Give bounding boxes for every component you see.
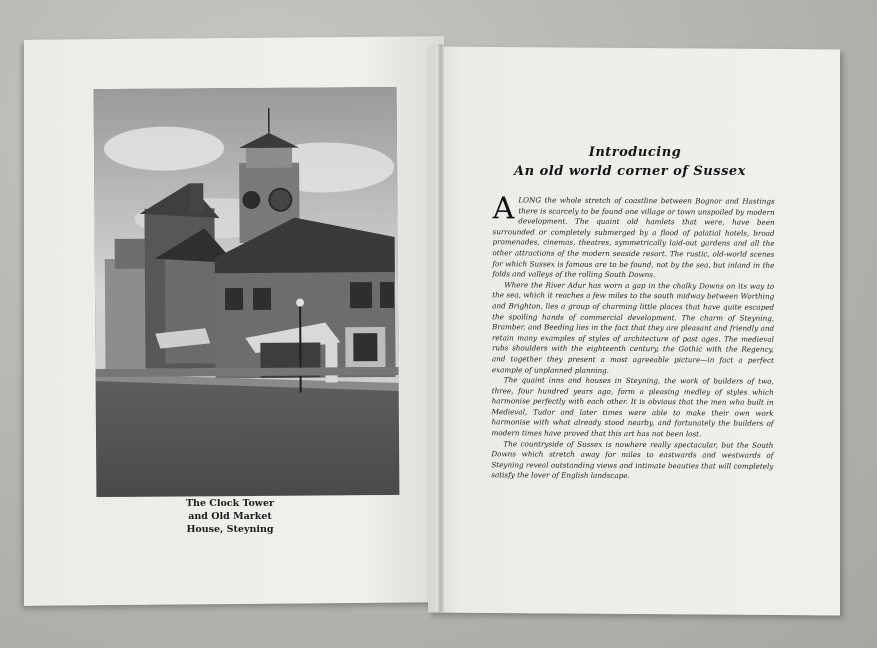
paragraph-2: Where the River Adur has worn a gap in the chalky Downs on its way to the sea, which it reaches a few miles to the south midway between Worthing and Brighton, lies a group of charming little places that have quite escaped the spoiling hands of commercial development. The charm of Steyning, Bramber, and Beeding lies in the fact that they are pleasant and friendly and retain many examples of styles of architecture of past ages. The medieval rubs shoulders with the eighteenth century, the Gothic with the Regency, and together they present a most agreeable picture—in fact a perfect example of unplanned planning.: [491, 280, 775, 375]
booklet-spine: [438, 44, 444, 612]
photo-caption: [150, 497, 310, 536]
clock-tower-photo: [94, 87, 400, 497]
photographer-signature-mark: ~: [340, 484, 347, 493]
paragraph-1-text: LONG the whole stretch of coastline between Bognor and Hastings there is scarcely to be found one village or town unspoiled by modern development. The quaint old hamlets that were, have been surrounded or completely submerged by a flood of palatial hotels, broad promenades, cinemas, theatres, symmetrically laid-out gardens and all the other attractions of the modern seaside resort. The rustic, old-world scenes for which Sussex is famous are to be found, not by the sea, but inland in the folds and valleys of the rolling South Downs.: [492, 195, 775, 280]
paragraph-4: The countryside of Sussex is nowhere really spectacular, but the South Downs which stretch away for miles to eastwards and westwards of Steyning reveal outstanding views and intimate beauties that will completely satisfy the lover of English landscape.: [491, 438, 774, 481]
heading-introducing: Introducing: [588, 145, 682, 160]
caption-line-3: House, Steyning: [186, 524, 274, 535]
caption-line-1: The Clock Tower: [185, 498, 275, 509]
heading-title: An old world corner of Sussex: [514, 164, 746, 179]
paragraph-3: The quaint inns and houses in Steyning, the work of builders of two, three, four hundred years ago, form a pleasing medley of styles which harmonise perfectly with each other. It is obvious that the men who built in Medieval, Tudor and later times were able to make their own work harmonise with what already stood nearby, and fortunately the builders of modern times have proved that this art has not been lost.: [491, 375, 774, 439]
article-body: [491, 191, 775, 483]
drop-cap: A: [492, 191, 515, 227]
clock-tower-photo-image: [94, 87, 400, 497]
paragraph-1: [492, 191, 775, 281]
caption-line-2: and Old Market: [188, 511, 272, 522]
